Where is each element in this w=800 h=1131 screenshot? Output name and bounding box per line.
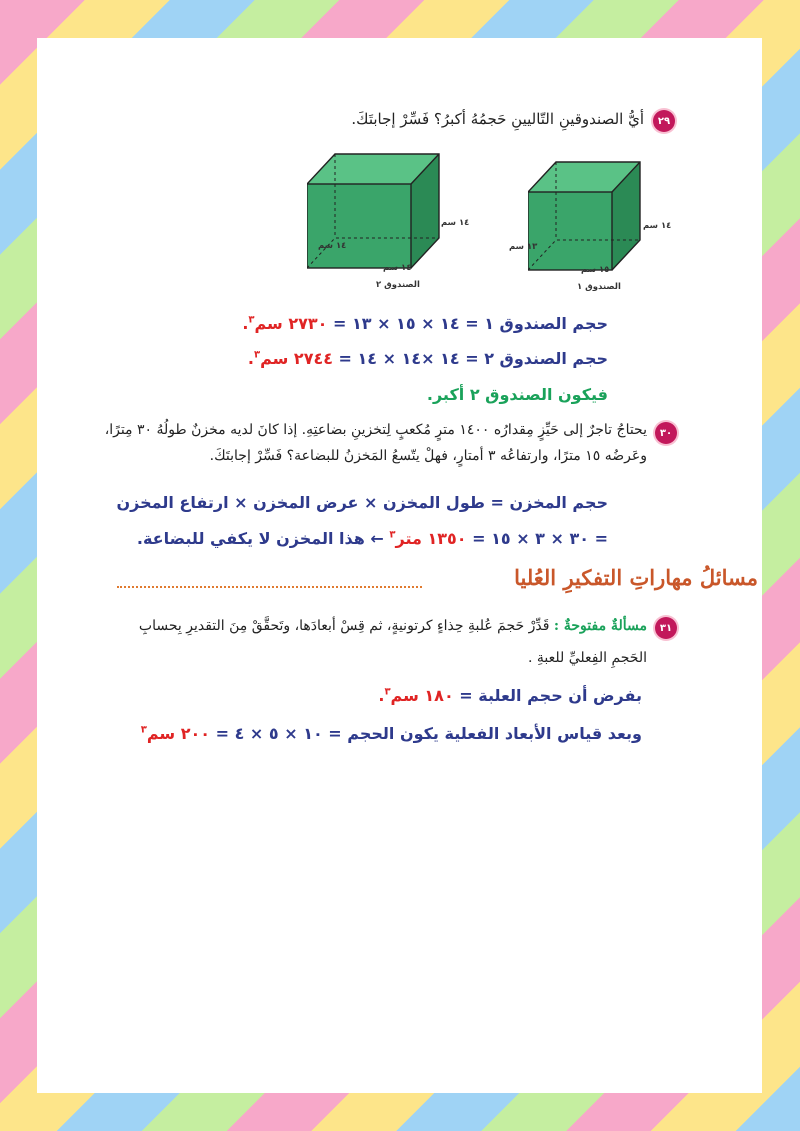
q31-answer-1-text: بفرض أن حجم العلبة =	[453, 686, 642, 705]
q29-answer-2	[128, 349, 608, 368]
q29-answer-1-result: ٢٧٣٠ سم	[254, 314, 328, 333]
q31-answer-2	[42, 724, 642, 743]
box-1-depth-label: ١٣ سم	[509, 242, 538, 252]
q31-answer-1-result: ١٨٠ سم	[390, 686, 454, 705]
box-1-caption: الصندوق ١	[577, 282, 621, 292]
q30-answer-formula: حجم المخزن = طول المخزن × عرض المخزن × ارتفاع المخزن	[116, 493, 608, 512]
box-2-diagram	[307, 150, 447, 275]
box-2-depth-label: ١٤ سم	[318, 241, 347, 251]
q29-answer-1	[128, 314, 608, 333]
box-2-height-label: ١٤ سم	[441, 218, 470, 228]
question-text: قَدِّرْ حَجمَ عُلبةِ حِذاءٍ كرتونيةٍ، ثم قِسْ أبعادَها، وتَحقَّقْ مِنَ التقديرِ بِحسابِ	[138, 618, 550, 634]
question-text-line-2: وعَرضُه ١٥ مترًا، وارتفاعُه ٣ أمتارٍ، فهلْ يتّسعُ المَخزنُ للبضاعة؟ فَسِّرْ إجابتَكَ.	[209, 448, 647, 464]
q29-answer-1-expr: حجم الصندوق ١ = ١٤ × ١٥ × ١٣ =	[327, 314, 608, 333]
cubed-superscript: ٣	[253, 349, 261, 361]
open-problem-label: مسألةٌ مفتوحةٌ :	[553, 618, 647, 634]
q31-answer-2-result: ٢٠٠ سم	[146, 724, 211, 743]
q29-answer-2-expr: حجم الصندوق ٢ = ١٤ ×١٤ × ١٤ =	[332, 349, 608, 368]
cubed-superscript: ٣	[140, 724, 147, 736]
question-number-badge: ٢٩	[653, 110, 675, 132]
q31-answer-1	[82, 686, 642, 705]
box-1-width-label: ١٥ سم	[581, 265, 610, 275]
q29-answer-2-result: ٢٧٤٤ سم	[260, 349, 333, 368]
question-text-line-1: يحتاجُ تاجرٌ إلى حَيِّزٍ مِقدارُه ١٤٠٠ مترٍ مُكعبٍ لِتخزينِ بضاعتِهِ. إذا كانَ لديه مخزنٌ طولُهُ ٣٠ مِترًا،	[104, 422, 647, 438]
q30-answer-calc-expr: = ٣٠ × ٣ × ١٥ =	[466, 529, 608, 548]
cubed-superscript: ٣	[384, 686, 391, 698]
question-text: أيُّ الصندوقينِ التّاليينِ حَجمُهُ أكبرُ؟ فَسِّرْ إجابتَكَ.	[351, 110, 644, 128]
q30-answer-result: ١٣٥٠ متر	[395, 529, 467, 548]
question-number-badge: ٣١	[655, 617, 677, 639]
cubed-superscript: ٣	[248, 314, 255, 326]
cubed-superscript: ٣	[389, 529, 396, 541]
worksheet-page	[37, 38, 762, 1093]
question-number-badge: ٣٠	[655, 422, 677, 444]
section-divider	[117, 586, 422, 588]
q30-answer-conclusion: هذا المخزن لا يكفي للبضاعة.	[136, 529, 365, 548]
box-1-height-label: ١٤ سم	[643, 221, 672, 231]
q29-conclusion: فيكون الصندوق ٢ أكبر.	[426, 385, 608, 404]
period: .	[378, 686, 385, 705]
box-2-width-label: ١٤ سم	[383, 263, 412, 273]
box-2-caption: الصندوق ٢	[376, 280, 420, 290]
box-1-diagram	[528, 158, 646, 276]
arrow-icon: ←	[370, 529, 384, 548]
section-title: مسائلُ مهاراتِ التفكيرِ العُليا	[514, 565, 758, 590]
question-text-line-2: الحَجمِ الفِعليِّ للعبةِ .	[527, 650, 647, 666]
question-text-line-1	[47, 618, 647, 634]
period: .	[247, 349, 254, 368]
period: .	[242, 314, 249, 333]
q31-answer-2-text: وبعد قياس الأبعاد الفعلية يكون الحجم = ١٠ × ٥ × ٤ =	[210, 724, 642, 743]
q30-answer-calc	[37, 529, 608, 548]
